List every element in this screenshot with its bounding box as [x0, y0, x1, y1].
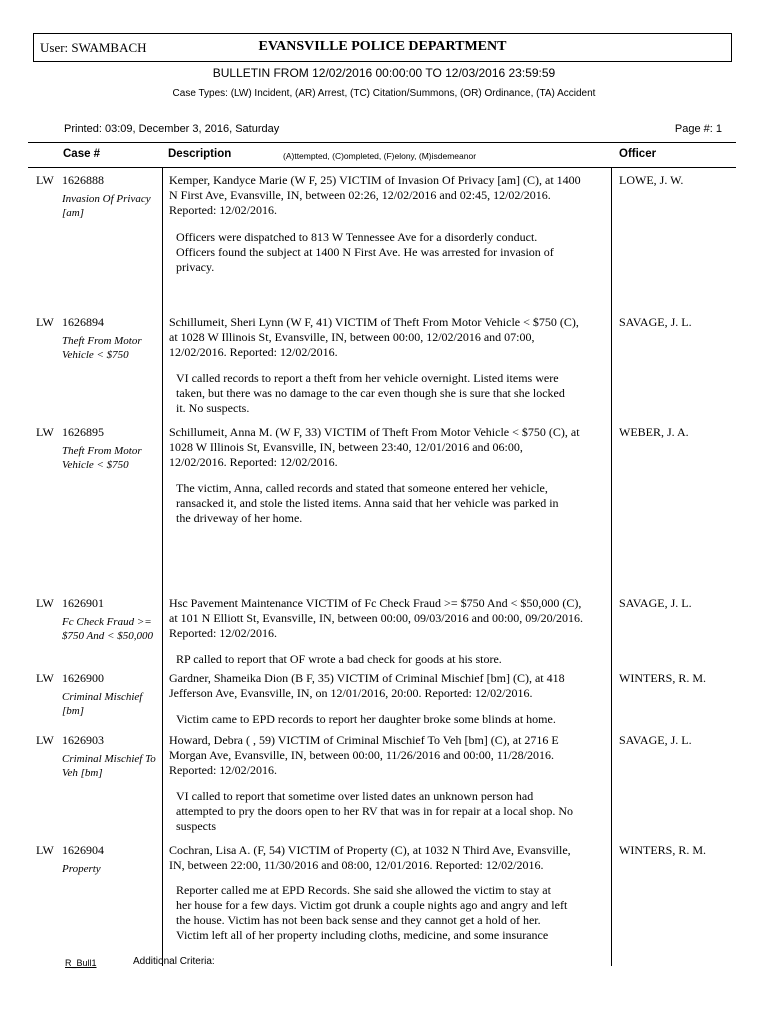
entry-prefix: LW [36, 425, 54, 439]
case-number: 1626888 [62, 173, 104, 187]
report-id: R_Bull1 [65, 958, 97, 968]
offense-type: Invasion Of Privacy [am] [62, 193, 151, 219]
user-label: User: SWAMBACH [40, 40, 147, 55]
entry-description: Schillumeit, Sheri Lynn (W F, 41) VICTIM of Theft From Motor Vehicle < $750 (C), at 1028 W Illinois St, Evansville, IN, between 00:00, 12/02/2016 and 07:00, 12/02/2016. Reported: 12/02/2016. [169, 315, 579, 359]
offense-type: Property [62, 863, 101, 875]
officer-name: LOWE, J. W. [619, 173, 684, 187]
offense-type: Theft From Motor Vehicle < $750 [62, 335, 142, 361]
entry-description: Howard, Debra ( , 59) VICTIM of Criminal Mischief To Veh [bm] (C), at 2716 E Morgan Ave, Evansville, IN, between 00:00, 11/26/2016 and 00:00, 11/28/2016. Reported: 12/02/2016. [169, 733, 559, 777]
entry-prefix: LW [36, 596, 54, 610]
entry-prefix: LW [36, 315, 54, 329]
entry-narrative: Officers were dispatched to 813 W Tennessee Ave for a disorderly conduct. Officers found the subject at 1400 N First Ave. He was arrested for invasion of privacy. [176, 230, 554, 274]
case-types-legend: Case Types: (LW) Incident, (AR) Arrest, (TC) Citation/Summons, (OR) Ordinance, (TA) Accident [172, 88, 596, 99]
entry-narrative: Victim came to EPD records to report her daughter broke some blinds at home. [176, 712, 556, 726]
column-header-case: Case # [63, 148, 101, 160]
case-number: 1626904 [62, 843, 104, 857]
entry-description: Hsc Pavement Maintenance VICTIM of Fc Check Fraud >= $750 And < $50,000 (C), at 101 N Elliott St, Evansville, IN, between 00:00, 09/03/2016 and 00:00, 09/20/2016. Reported: 12/02/2016. [169, 596, 583, 640]
entry-description: Gardner, Shameika Dion (B F, 35) VICTIM of Criminal Mischief [bm] (C), at 418 Jefferson Ave, Evansville, IN, on 12/01/2016, 20:00. Reported: 12/02/2016. [169, 671, 565, 700]
officer-name: WINTERS, R. M. [619, 843, 706, 857]
entry-narrative: VI called to report that sometime over listed dates an unknown person had attempted to pry the doors open to her RV that was in for repair at a local shop. No suspects [176, 789, 574, 833]
officer-name: SAVAGE, J. L. [619, 596, 692, 610]
offense-type: Theft From Motor Vehicle < $750 [62, 445, 142, 471]
case-number: 1626895 [62, 425, 104, 439]
entry-prefix: LW [36, 173, 54, 187]
officer-name: WEBER, J. A. [619, 425, 689, 439]
entry-prefix: LW [36, 733, 54, 747]
offense-type: Criminal Mischief [bm] [62, 691, 143, 717]
header-rule-top [28, 142, 736, 143]
case-number: 1626903 [62, 733, 104, 747]
offense-type: Criminal Mischief To Veh [bm] [62, 753, 156, 779]
officer-name: SAVAGE, J. L. [619, 733, 692, 747]
column-divider-case [162, 167, 163, 966]
column-header-officer: Officer [619, 148, 657, 160]
column-header-legend: (A)ttempted, (C)ompleted, (F)elony, (M)isdemeanor [283, 151, 477, 161]
bulletin-range: BULLETIN FROM 12/02/2016 00:00:00 TO 12/03/2016 23:59:59 [212, 66, 556, 80]
page-number: Page #: 1 [674, 123, 722, 135]
officer-name: WINTERS, R. M. [619, 671, 706, 685]
entry-description: Kemper, Kandyce Marie (W F, 25) VICTIM of Invasion Of Privacy [am] (C), at 1400 N First Ave, Evansville, IN, between 02:26, 12/02/2016 and 02:45, 12/02/2016. Reported: 12/02/2016. [169, 173, 581, 217]
header-rule-bottom [28, 167, 736, 168]
case-number: 1626901 [62, 596, 104, 610]
entry-description: Schillumeit, Anna M. (W F, 33) VICTIM of Theft From Motor Vehicle < $750 (C), at 1028 W Illinois St, Evansville, IN, between 23:40, 12/01/2016 and 06:00, 12/02/2016. Reported: 12/02/2016. [169, 425, 580, 469]
case-number: 1626894 [62, 315, 104, 329]
entry-narrative: VI called records to report a theft from her vehicle overnight. Listed items were taken, but there was no damage to the car even though she is sure that she locked it. No suspects. [176, 371, 565, 415]
entry-description: Cochran, Lisa A. (F, 54) VICTIM of Property (C), at 1032 N Third Ave, Evansville, IN, between 22:00, 11/30/2016 and 08:00, 12/01/2016. Reported: 12/02/2016. [169, 843, 571, 872]
column-divider-officer [611, 167, 612, 966]
entry-prefix: LW [36, 843, 54, 857]
entry-narrative: The victim, Anna, called records and stated that someone entered her vehicle, ransacked it, and stole the listed items. Anna said that her vehicle was parked in the driveway of her home. [176, 481, 559, 525]
department-title: EVANSVILLE POLICE DEPARTMENT [258, 39, 507, 54]
entry-narrative: Reporter called me at EPD Records. She said she allowed the victim to stay at her house for a few days. Victim got drunk a couple nights ago and angry and left the house. Victim has not been back sense and they cannot get a hold of her. Victim left all of her property including cloths, medicine, and some insurance [176, 883, 568, 942]
case-number: 1626900 [62, 671, 104, 685]
entry-narrative: RP called to report that OF wrote a bad check for goods at his store. [176, 652, 502, 666]
report-header-box [33, 33, 732, 62]
offense-type: Fc Check Fraud >= $750 And < $50,000 [62, 616, 153, 642]
printed-timestamp: Printed: 03:09, December 3, 2016, Saturday [64, 123, 280, 135]
officer-name: SAVAGE, J. L. [619, 315, 692, 329]
column-header-description: Description [168, 148, 232, 160]
additional-criteria: Additional Criteria: [133, 956, 215, 967]
entry-prefix: LW [36, 671, 54, 685]
